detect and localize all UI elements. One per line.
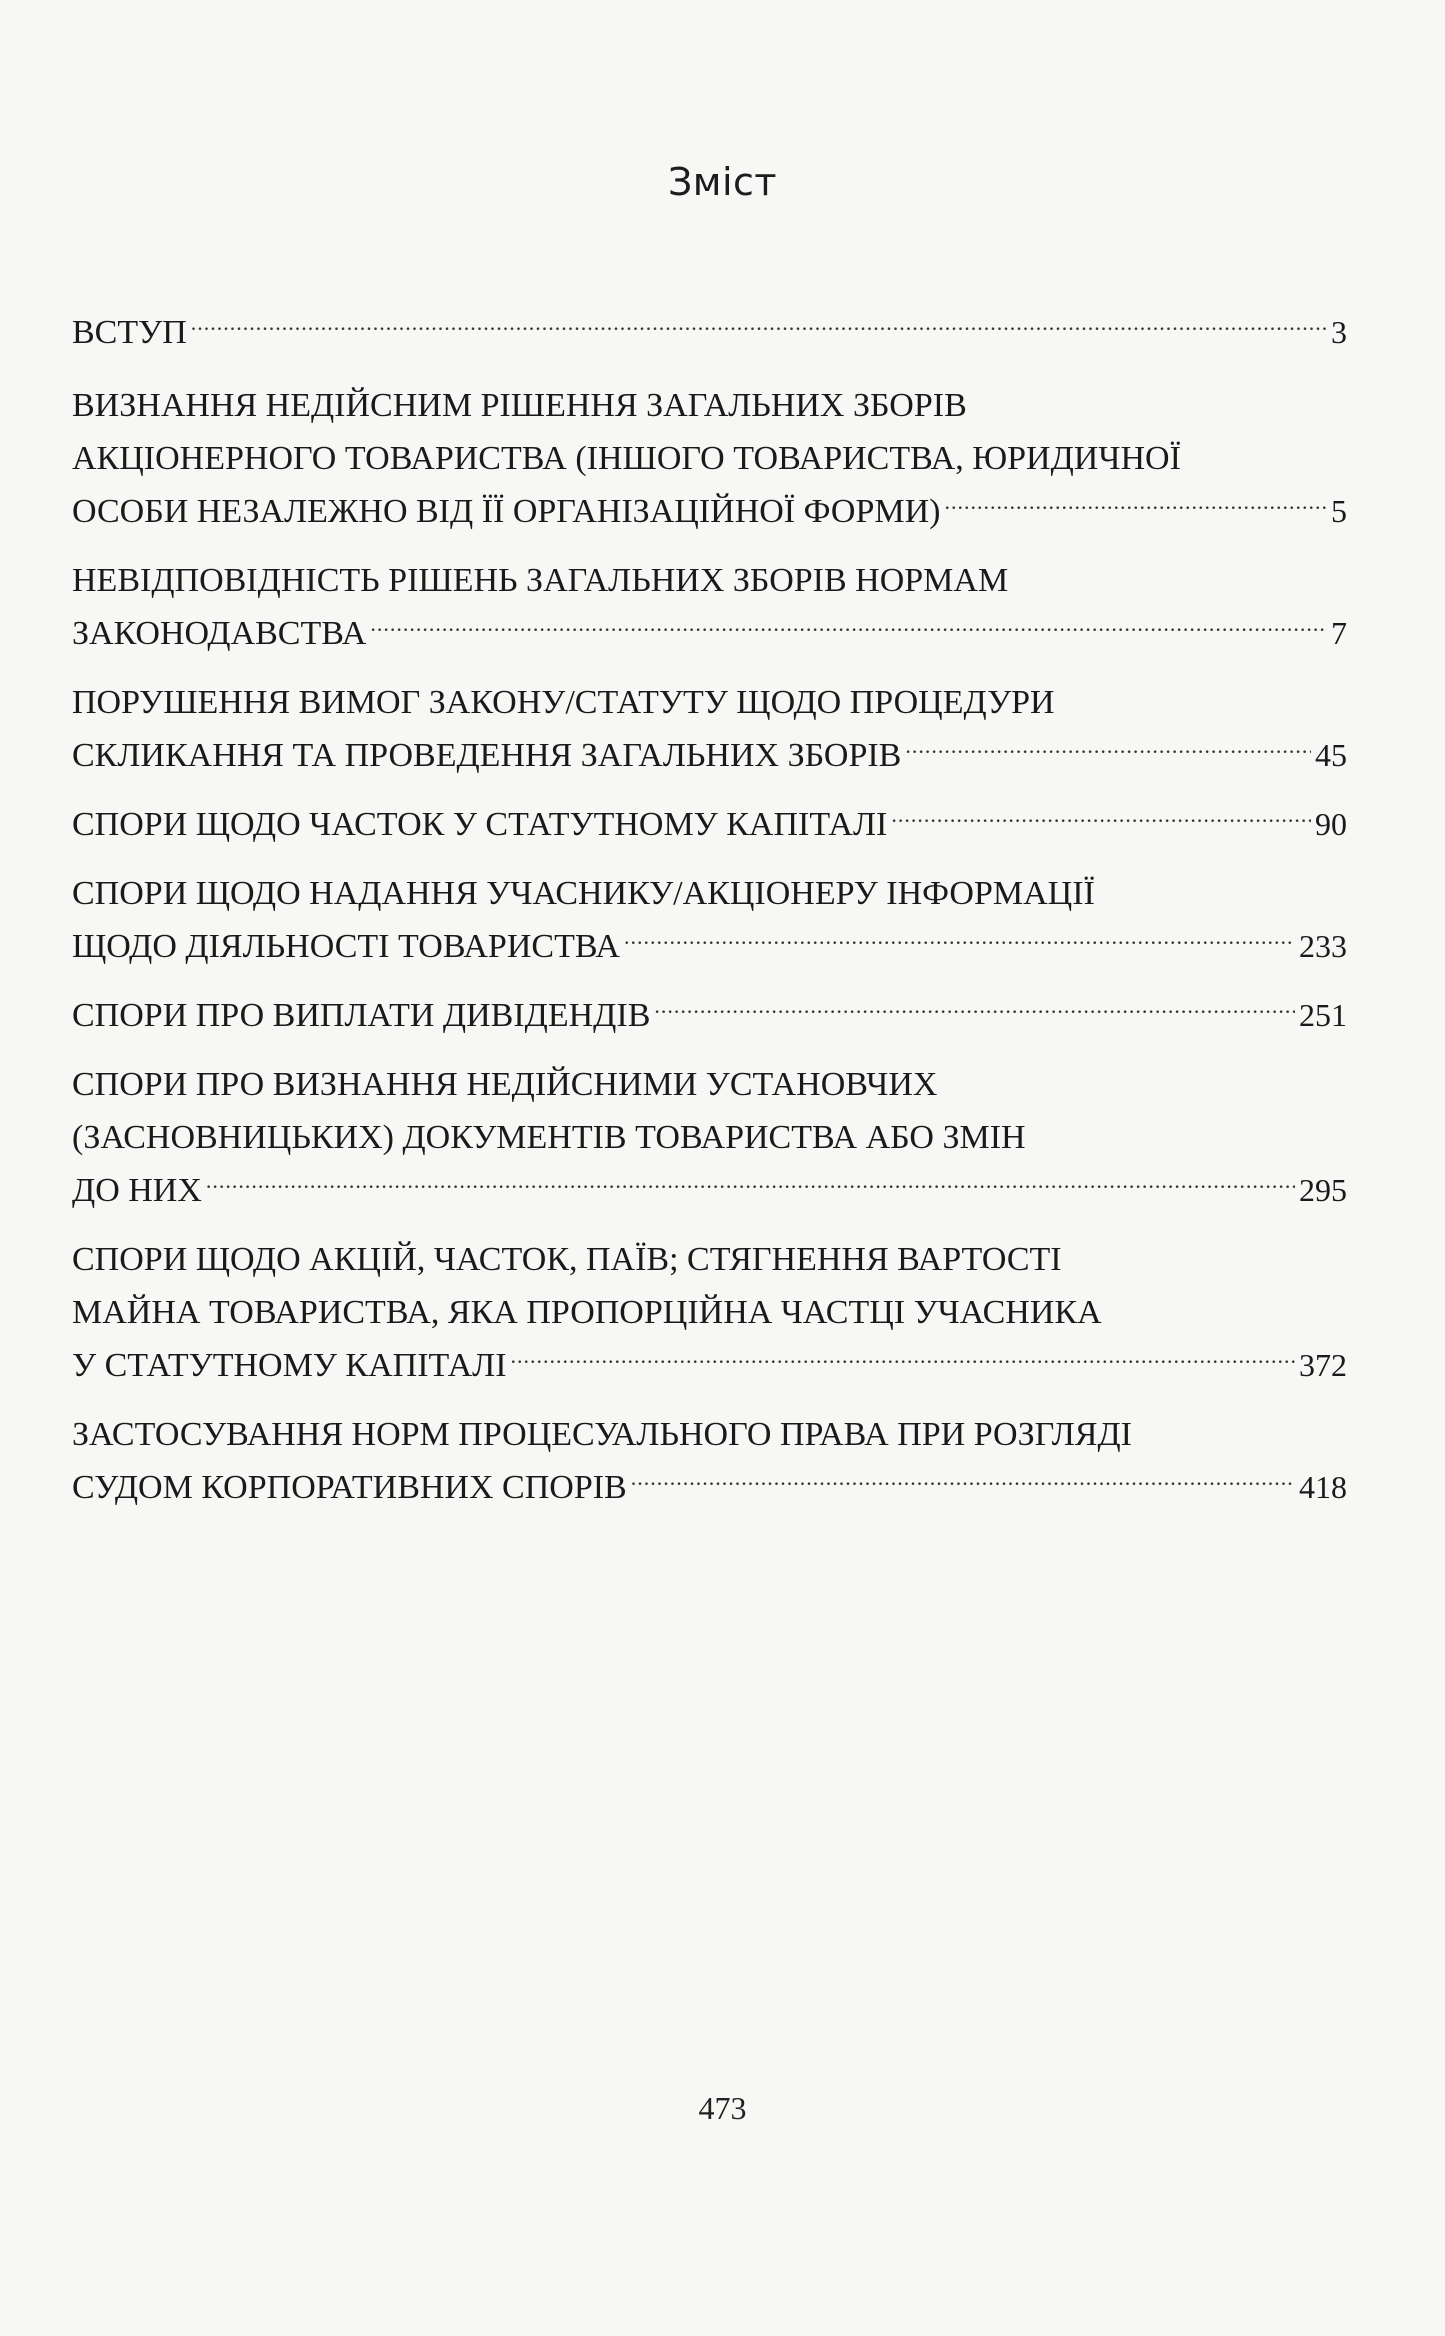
toc-entry[interactable] [72,554,1347,660]
toc-entry-last-line [72,306,1347,359]
toc-entry-last-line [72,1339,1347,1392]
toc-page-number: 90 [1315,806,1347,842]
toc-entry-line: ЗАКОНОДАВСТВА [72,615,367,652]
dot-leader [944,488,1327,522]
toc-page-number: 251 [1299,997,1347,1033]
page-number: 473 [698,2090,747,2126]
toc-page-number: 295 [1299,1172,1347,1208]
toc-entry-line: НЕВІДПОВІДНІСТЬ РІШЕНЬ ЗАГАЛЬНИХ ЗБОРІВ НОРМАМ [72,562,1009,599]
dot-leader [891,801,1311,835]
table-of-contents [72,306,1347,1514]
toc-entry-line: ЩОДО ДІЯЛЬНОСТІ ТОВАРИСТВА [72,928,620,965]
toc-page-number: 7 [1331,615,1347,651]
toc-entry-last-line [72,729,1347,782]
toc-page-number: 5 [1331,493,1347,529]
toc-entry-last-line [72,1164,1347,1217]
dot-leader [206,1167,1295,1201]
toc-entry-line: АКЦІОНЕРНОГО ТОВАРИСТВА (ІНШОГО ТОВАРИСТВА, ЮРИДИЧНОЇ [72,440,1181,477]
dot-leader [905,732,1311,766]
toc-entry-last-line [72,1461,1347,1514]
toc-entry-line: ВСТУП [72,314,187,351]
toc-entry-last-line [72,485,1347,538]
toc-entry-line: ОСОБИ НЕЗАЛЕЖНО ВІД ЇЇ ОРГАНІЗАЦІЙНОЇ ФОРМИ) [72,493,941,530]
toc-entry[interactable] [72,867,1347,973]
dot-leader [511,1342,1295,1376]
toc-page-number: 233 [1299,928,1347,964]
toc-entry-last-line [72,920,1347,973]
toc-page-number: 372 [1299,1347,1347,1383]
toc-entry-line: ПОРУШЕННЯ ВИМОГ ЗАКОНУ/СТАТУТУ ЩОДО ПРОЦЕДУРИ [72,684,1055,721]
toc-entry-line: У СТАТУТНОМУ КАПІТАЛІ [72,1347,507,1384]
toc-entry-last-line [72,798,1347,851]
toc-entry-line: ВИЗНАННЯ НЕДІЙСНИМ РІШЕННЯ ЗАГАЛЬНИХ ЗБОРІВ [72,387,967,424]
toc-entry-line: СКЛИКАННЯ ТА ПРОВЕДЕННЯ ЗАГАЛЬНИХ ЗБОРІВ [72,737,902,774]
page-title: Зміст [667,160,778,204]
toc-entry-last-line [72,989,1347,1042]
toc-entry[interactable] [72,1058,1347,1217]
toc-entry-line: СПОРИ ЩОДО НАДАННЯ УЧАСНИКУ/АКЦІОНЕРУ ІНФОРМАЦІЇ [72,875,1095,912]
toc-entry[interactable] [72,676,1347,782]
toc-page-number: 45 [1315,737,1347,773]
dot-leader [631,1464,1295,1498]
dot-leader [654,992,1295,1026]
toc-entry-line: СПОРИ ПРО ВИПЛАТИ ДИВІДЕНДІВ [72,997,651,1034]
toc-entry[interactable] [72,306,1347,359]
dot-leader [191,309,1327,343]
toc-entry-line: СПОРИ ПРО ВИЗНАННЯ НЕДІЙСНИМИ УСТАНОВЧИХ [72,1066,938,1103]
toc-entry-line: ЗАСТОСУВАННЯ НОРМ ПРОЦЕСУАЛЬНОГО ПРАВА ПРИ РОЗГЛЯДІ [72,1416,1132,1453]
dot-leader [370,610,1327,644]
toc-entry-line: СПОРИ ЩОДО АКЦІЙ, ЧАСТОК, ПАЇВ; СТЯГНЕННЯ ВАРТОСТІ [72,1241,1062,1278]
toc-entry[interactable] [72,1233,1347,1392]
toc-entry-last-line [72,607,1347,660]
toc-entry-line: МАЙНА ТОВАРИСТВА, ЯКА ПРОПОРЦІЙНА ЧАСТЦІ УЧАСНИКА [72,1294,1102,1331]
toc-page-number: 418 [1299,1469,1347,1505]
toc-page-number: 3 [1331,314,1347,350]
toc-entry[interactable] [72,989,1347,1042]
toc-entry[interactable] [72,798,1347,851]
toc-entry-line: СУДОМ КОРПОРАТИВНИХ СПОРІВ [72,1469,627,1506]
toc-entry[interactable] [72,379,1347,538]
toc-entry-line: (ЗАСНОВНИЦЬКИХ) ДОКУМЕНТІВ ТОВАРИСТВА АБО ЗМІН [72,1119,1026,1156]
toc-entry-line: СПОРИ ЩОДО ЧАСТОК У СТАТУТНОМУ КАПІТАЛІ [72,806,888,843]
toc-entry[interactable] [72,1408,1347,1514]
dot-leader [624,923,1295,957]
toc-entry-line: ДО НИХ [72,1172,202,1209]
